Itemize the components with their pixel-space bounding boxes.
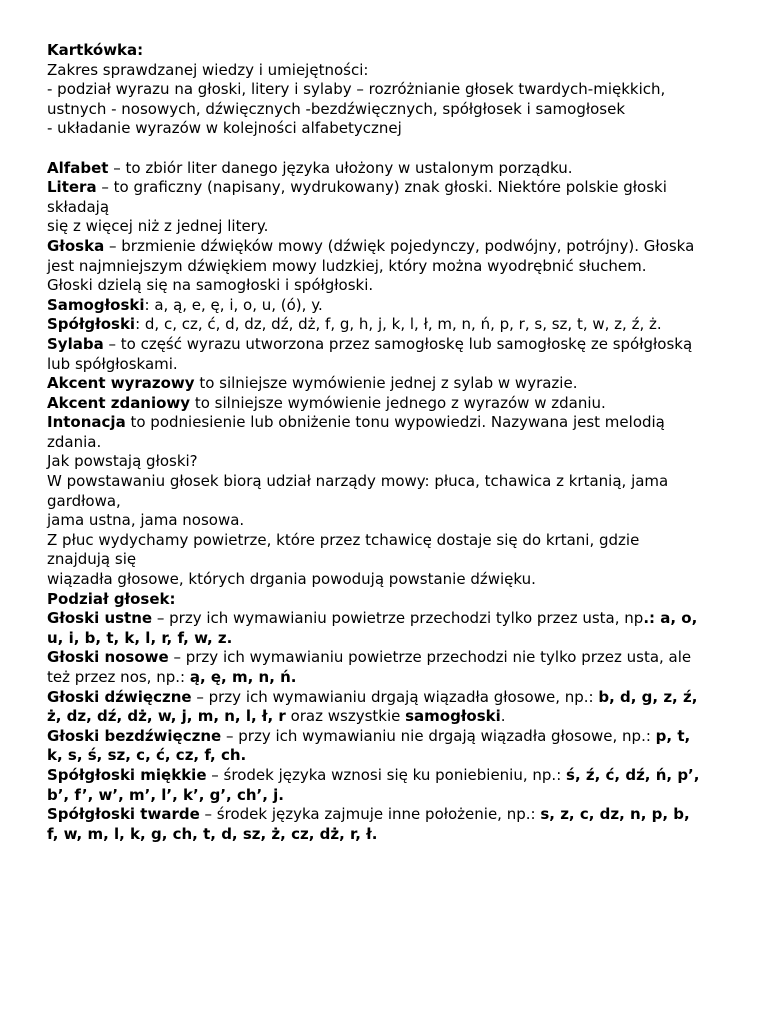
how-sounds-line-5: znajdują się [47,550,137,569]
how-sounds-line-4: Z płuc wydychamy powietrze, które przez tchawicę dostaje się do krtani, gdzie [47,530,640,549]
spolgloski-twarde: Spółgłoski twarde – środek języka zajmuje inne położenie, np.: s, z, c, dz, n, p, b, [47,805,690,824]
scope-item-1-line-1: - podział wyrazu na głoski, litery i sylaby – rozróżnianie głosek twardych-miękkich, [47,80,666,99]
term: Głoski bezdźwięczne [47,726,222,745]
term: Głoska [47,236,105,255]
examples: p, t, [655,726,691,745]
question-how-sounds: Jak powstają głoski? [47,452,198,471]
definition-gloska-line-2: jest najmniejszym dźwiękiem mowy ludzkiej, który można wyodrębnić słuchem. [47,256,647,275]
term: Litera [47,178,97,197]
definition-intonacja-line-2: zdania. [47,432,102,451]
definition-intonacja: Intonacja to podniesienie lub obniżenie tonu wypowiedzi. Nazywana jest melodią [47,413,665,432]
term: Akcent wyrazowy [47,374,195,393]
term: Spółgłoski twarde [47,805,200,824]
definition-gloska: Głoska – brzmienie dźwięków mowy (dźwięk pojedynczy, podwójny, potrójny). Głoska [47,236,695,255]
definition-litera: Litera – to graficzny (napisany, wydrukowany) znak głoski. Niektóre polskie głoski [47,178,667,197]
examples: s, z, c, dz, n, p, b, [540,805,690,824]
gloski-nosowe: Głoski nosowe – przy ich wymawianiu powietrze przechodzi nie tylko przez usta, ale [47,648,692,667]
gloski-ustne: Głoski ustne – przy ich wymawianiu powietrze przechodzi tylko przez usta, np.: a, o, [47,609,698,628]
definition-alfabet: Alfabet – to zbiór liter danego języka ułożony w ustalonym porządku. [47,158,573,177]
document-page [47,41,737,844]
term: Alfabet [47,158,109,177]
examples: ą, ę, m, n, ń. [189,668,297,686]
gloski-bezdzwieczne: Głoski bezdźwięczne – przy ich wymawianiu nie drgają wiązadła głosowe, np.: p, t, [47,726,691,745]
examples: ś, ź, ć, dź, ń, p’, [566,765,700,784]
term: Spółgłoski [47,315,136,334]
term: Samogłoski [47,295,145,314]
definition-litera-line-3: się z więcej niż z jednej litery. [47,217,269,236]
definition-litera-line-2: składają [47,197,110,216]
gloski-dzwieczne: Głoski dźwięczne – przy ich wymawianiu drgają wiązadła głosowe, np.: b, d, g, z, ź, [47,687,698,706]
examples: b, d, g, z, ź, [598,687,698,706]
how-sounds-line-3: jama ustna, jama nosowa. [47,511,245,530]
how-sounds-line-2: gardłowa, [47,491,121,510]
definition-spolgloski: Spółgłoski: d, c, cz, ć, d, dz, dź, dż, f, g, h, j, k, l, ł, m, n, ń, p, r, s, sz, t, w, z, ź, ż. [47,315,662,334]
how-sounds-line-1: W powstawaniu głosek biorą udział narządy mowy: płuca, tchawica z krtanią, jama [47,472,669,491]
spolgloski-miekkie-line-2: b’, f’, w’, m’, l’, k’, g’, ch’, j. [47,785,284,804]
spolgloski-miekkie: Spółgłoski miękkie – środek języka wznosi się ku poniebieniu, np.: ś, ź, ć, dź, ń, p’, [47,765,700,784]
scope-item-1-line-2: ustnych - nosowych, dźwięcznych -bezdźwięcznych, spółgłosek i samogłosek [47,99,626,118]
term: Głoski ustne [47,609,153,628]
scope-intro: Zakres sprawdzanej wiedzy i umiejętności: [47,60,369,79]
how-sounds-line-6: wiązadła głosowe, których drgania powodują powstanie dźwięku. [47,570,536,589]
definition-akcent-zdaniowy: Akcent zdaniowy to silniejsze wymówienie jednego z wyrazów w zdaniu. [47,393,606,412]
gloski-bezdzwieczne-line-2: k, s, ś, sz, c, ć, cz, f, ch. [47,746,247,765]
spolgloski-twarde-line-2: f, w, m, l, k, g, ch, t, d, sz, ż, cz, dż, r, ł. [47,824,378,843]
spacer [47,139,737,159]
document-title: Kartkówka: [47,41,144,59]
term: Głoski dźwięczne [47,687,192,706]
definition-gloska-line-3: Głoski dzielą się na samogłoski i spółgłoski. [47,276,374,295]
definition-samogloski: Samogłoski: a, ą, e, ę, i, o, u, (ó), y. [47,295,323,314]
term: Spółgłoski miękkie [47,765,207,784]
gloski-dzwieczne-line-2: ż, dz, dź, dż, w, j, m, n, l, ł, r oraz wszystkie samogłoski. [47,707,506,726]
gloski-nosowe-line-2: też przez nos, np.: ą, ę, m, n, ń. [47,668,297,686]
section-heading-podzial: Podział głosek: [47,589,176,608]
gloski-ustne-line-2: u, i, b, t, k, l, r, f, w, z. [47,628,233,647]
definition-sylaba-line-2: lub spółgłoskami. [47,354,178,373]
examples: .: a, o, [643,609,698,628]
term: Akcent zdaniowy [47,393,191,412]
term: Intonacja [47,413,126,432]
term: Głoski nosowe [47,648,169,667]
scope-item-2: - układanie wyrazów w kolejności alfabetycznej [47,119,402,138]
definition-akcent-wyrazowy: Akcent wyrazowy to silniejsze wymówienie jednej z sylab w wyrazie. [47,374,578,393]
definition-sylaba: Sylaba – to część wyrazu utworzona przez samogłoskę lub samogłoskę ze spółgłoską [47,334,693,353]
term: Sylaba [47,334,104,353]
